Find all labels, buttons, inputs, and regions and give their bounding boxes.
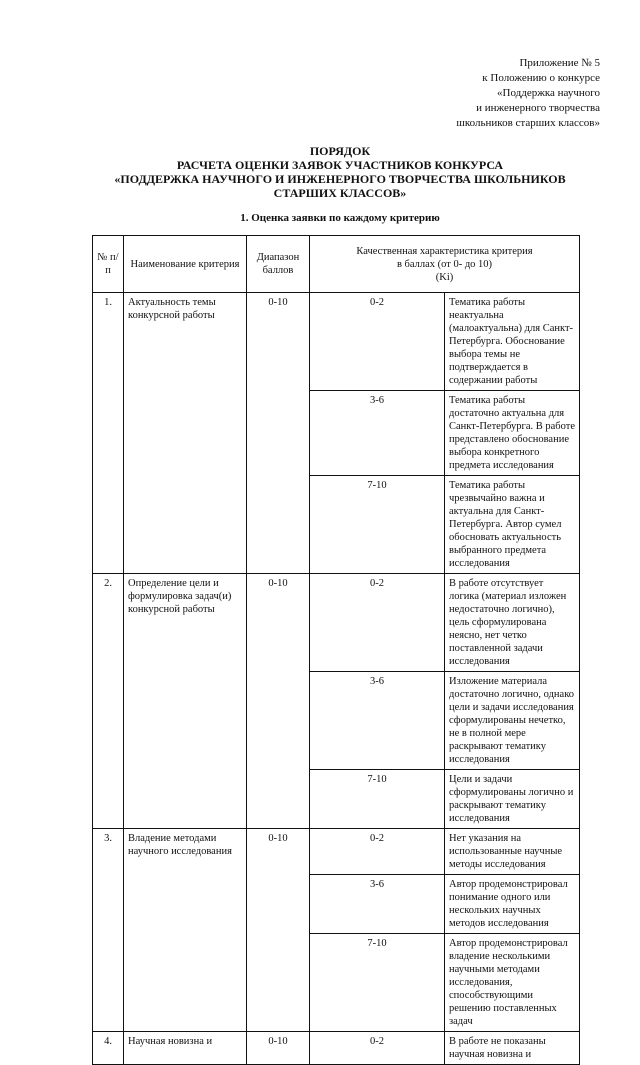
- header-name: Наименование критерия: [124, 236, 247, 293]
- table-row: [93, 1032, 580, 1065]
- row-criterion-name: Научная новизна и: [124, 1032, 247, 1065]
- document-title: [100, 144, 580, 200]
- row-range: 0-10: [247, 829, 310, 1032]
- header-range: Диапазон баллов: [247, 236, 310, 293]
- level-description: Нет указания на использованные научные методы исследования: [445, 829, 580, 875]
- header-num: № п/п: [93, 236, 124, 293]
- level-score: 0-2: [310, 829, 445, 875]
- row-range: 0-10: [247, 574, 310, 829]
- appendix-line: «Поддержка научного: [497, 87, 600, 99]
- level-score: 0-2: [310, 1032, 445, 1065]
- level-score: 0-2: [310, 574, 445, 672]
- level-description: Автор продемонстрировал понимание одного или нескольких научных методов исследования: [445, 875, 580, 934]
- level-score: 7-10: [310, 770, 445, 829]
- table-row: [93, 574, 580, 672]
- row-range: 0-10: [247, 293, 310, 574]
- table-row: [93, 293, 580, 391]
- level-score: 3-6: [310, 391, 445, 476]
- header-quality-line: в баллах (от 0- до 10): [396, 258, 493, 270]
- row-num: 4.: [93, 1032, 124, 1065]
- row-num: 1.: [93, 293, 124, 574]
- level-description: Тематика работы неактуальна (малоактуальна) для Санкт-Петербурга. Обоснование выбора темы не подтверждается в содержании работы: [445, 293, 580, 391]
- title-line: РАСЧЕТА ОЦЕНКИ ЗАЯВОК УЧАСТНИКОВ КОНКУРСА: [176, 158, 504, 172]
- header-quality: [310, 236, 580, 293]
- table-row: [93, 829, 580, 875]
- row-criterion-name: Актуальность темы конкурсной работы: [124, 293, 247, 574]
- appendix-line: школьников старших классов»: [456, 117, 600, 129]
- criteria-table: [92, 235, 580, 1065]
- row-range: 0-10: [247, 1032, 310, 1065]
- table-header-row: [93, 236, 580, 293]
- title-line: «ПОДДЕРЖКА НАУЧНОГО И ИНЖЕНЕРНОГО ТВОРЧЕСТВА ШКОЛЬНИКОВ: [114, 172, 566, 186]
- appendix-line: к Положению о конкурсе: [482, 72, 600, 84]
- row-criterion-name: Определение цели и формулировка задач(и) конкурсной работы: [124, 574, 247, 829]
- level-score: 0-2: [310, 293, 445, 391]
- level-description: В работе отсутствует логика (материал изложен недостаточно логично), цель сформулирована неясно, нет четко поставленной задачи исследования: [445, 574, 580, 672]
- level-description: Тематика работы достаточно актуальна для Санкт-Петербурга. В работе представлено обоснование выбора конкретного предмета исследования: [445, 391, 580, 476]
- title-line: СТАРШИХ КЛАССОВ»: [273, 186, 407, 200]
- section-heading: 1. Оценка заявки по каждому критерию: [240, 212, 440, 224]
- level-description: Тематика работы чрезвычайно важна и актуальна для Санкт-Петербурга. Автор сумел обосновать актуальность выбранного предмета исследования: [445, 476, 580, 574]
- level-description: В работе не показаны научная новизна и: [445, 1032, 580, 1065]
- level-score: 3-6: [310, 672, 445, 770]
- level-description: Автор продемонстрировал владение несколькими научными методами исследования, способствующими решению поставленных задач: [445, 934, 580, 1032]
- level-description: Изложение материала достаточно логично, однако цели и задачи исследования сформулированы нечетко, не в полной мере раскрывают тематику исследования: [445, 672, 580, 770]
- level-score: 3-6: [310, 875, 445, 934]
- level-score: 7-10: [310, 476, 445, 574]
- appendix-line: Приложение № 5: [519, 57, 600, 69]
- header-quality-line: (Ki): [435, 271, 454, 283]
- row-num: 3.: [93, 829, 124, 1032]
- title-line: ПОРЯДОК: [309, 144, 371, 158]
- header-quality-line: Качественная характеристика критерия: [356, 245, 533, 257]
- appendix-note: [340, 56, 600, 131]
- level-description: Цели и задачи сформулированы логично и раскрывают тематику исследования: [445, 770, 580, 829]
- row-num: 2.: [93, 574, 124, 829]
- appendix-line: и инженерного творчества: [476, 102, 600, 114]
- row-criterion-name: Владение методами научного исследования: [124, 829, 247, 1032]
- level-score: 7-10: [310, 934, 445, 1032]
